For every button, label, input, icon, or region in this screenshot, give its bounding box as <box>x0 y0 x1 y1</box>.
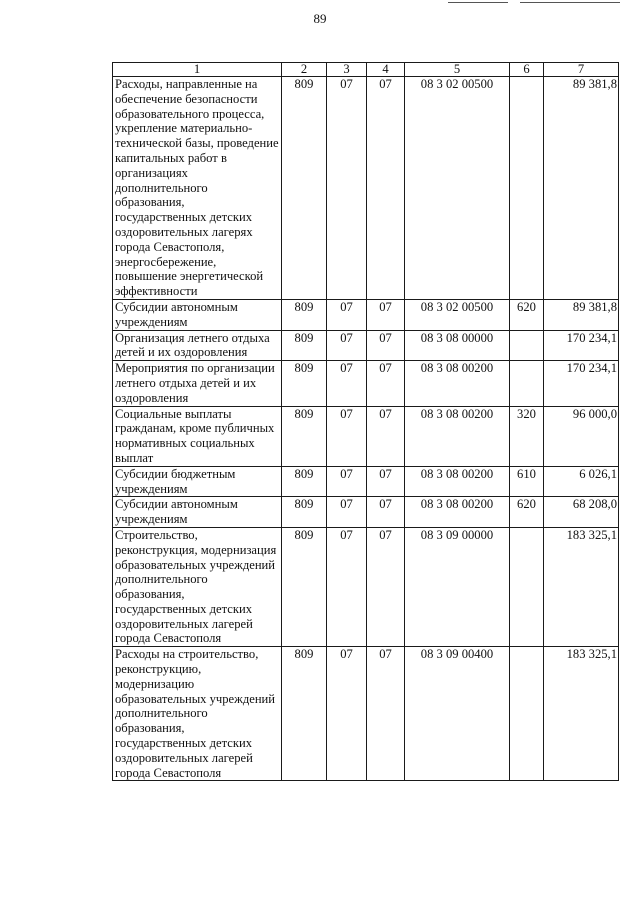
row-subsection-code: 07 <box>367 361 405 406</box>
row-target-code: 08 3 02 00500 <box>405 299 510 330</box>
row-section-code: 07 <box>327 527 367 646</box>
row-name: Мероприятия по организации летнего отдыха детей и их оздоровления <box>113 361 282 406</box>
row-target-code: 08 3 08 00200 <box>405 406 510 466</box>
row-subsection-code: 07 <box>367 330 405 361</box>
row-expense-type <box>510 361 544 406</box>
header-col-7: 7 <box>544 63 619 77</box>
row-ministry-code: 809 <box>282 361 327 406</box>
row-section-code: 07 <box>327 466 367 497</box>
row-ministry-code: 809 <box>282 647 327 781</box>
row-amount: 170 234,1 <box>544 361 619 406</box>
row-expense-type: 620 <box>510 299 544 330</box>
row-ministry-code: 809 <box>282 77 327 300</box>
row-section-code: 07 <box>327 77 367 300</box>
row-amount: 170 234,1 <box>544 330 619 361</box>
table-row <box>113 647 619 781</box>
row-subsection-code: 07 <box>367 299 405 330</box>
header-col-1: 1 <box>113 63 282 77</box>
row-ministry-code: 809 <box>282 299 327 330</box>
row-subsection-code: 07 <box>367 466 405 497</box>
table-row <box>113 497 619 528</box>
row-subsection-code: 07 <box>367 77 405 300</box>
row-ministry-code: 809 <box>282 497 327 528</box>
page-number: 89 <box>313 11 327 26</box>
row-expense-type <box>510 527 544 646</box>
row-amount: 89 381,8 <box>544 77 619 300</box>
header-col-5: 5 <box>405 63 510 77</box>
header-col-2: 2 <box>282 63 327 77</box>
row-expense-type: 610 <box>510 466 544 497</box>
table-row <box>113 330 619 361</box>
row-name: Субсидии автономным учреждениям <box>113 497 282 528</box>
row-target-code: 08 3 02 00500 <box>405 77 510 300</box>
row-ministry-code: 809 <box>282 406 327 466</box>
row-section-code: 07 <box>327 647 367 781</box>
row-section-code: 07 <box>327 299 367 330</box>
row-target-code: 08 3 09 00400 <box>405 647 510 781</box>
table-row <box>113 77 619 300</box>
row-target-code: 08 3 08 00200 <box>405 466 510 497</box>
row-target-code: 08 3 08 00200 <box>405 497 510 528</box>
row-amount: 183 325,1 <box>544 527 619 646</box>
table-row <box>113 527 619 646</box>
row-section-code: 07 <box>327 406 367 466</box>
row-target-code: 08 3 08 00200 <box>405 361 510 406</box>
header-col-6: 6 <box>510 63 544 77</box>
table-row <box>113 406 619 466</box>
row-expense-type: 620 <box>510 497 544 528</box>
row-name: Расходы, направленные на обеспечение безопасности образовательного процесса, укрепление материально-технической базы, проведение капитальных работ в организациях дополнительного образования, государственных детских оздоровительных лагерях города Севастополя, энергосбережение, повышение энергетической эффективности <box>113 77 282 300</box>
row-name: Субсидии автономным учреждениям <box>113 299 282 330</box>
row-subsection-code: 07 <box>367 406 405 466</box>
header-col-3: 3 <box>327 63 367 77</box>
scan-artifact <box>520 2 620 3</box>
row-name: Социальные выплаты гражданам, кроме публичных нормативных социальных выплат <box>113 406 282 466</box>
table-row <box>113 361 619 406</box>
row-expense-type: 320 <box>510 406 544 466</box>
header-row <box>113 63 619 77</box>
row-ministry-code: 809 <box>282 527 327 646</box>
row-subsection-code: 07 <box>367 497 405 528</box>
scan-artifact <box>448 2 508 3</box>
row-name: Расходы на строительство, реконструкцию, модернизацию образовательных учреждений дополнительного образования, государственных детских оздоровительных лагерей города Севастополя <box>113 647 282 781</box>
row-expense-type <box>510 77 544 300</box>
row-section-code: 07 <box>327 497 367 528</box>
row-section-code: 07 <box>327 361 367 406</box>
table-row <box>113 466 619 497</box>
table-row <box>113 299 619 330</box>
budget-table <box>112 62 619 781</box>
row-name: Организация летнего отдыха детей и их оздоровления <box>113 330 282 361</box>
row-amount: 183 325,1 <box>544 647 619 781</box>
row-name: Строительство, реконструкция, модернизация образовательных учреждений дополнительного образования, государственных детских оздоровительных лагерей города Севастополя <box>113 527 282 646</box>
row-expense-type <box>510 330 544 361</box>
row-ministry-code: 809 <box>282 330 327 361</box>
row-name: Субсидии бюджетным учреждениям <box>113 466 282 497</box>
row-target-code: 08 3 08 00000 <box>405 330 510 361</box>
row-section-code: 07 <box>327 330 367 361</box>
row-ministry-code: 809 <box>282 466 327 497</box>
row-amount: 68 208,0 <box>544 497 619 528</box>
row-target-code: 08 3 09 00000 <box>405 527 510 646</box>
row-amount: 6 026,1 <box>544 466 619 497</box>
row-subsection-code: 07 <box>367 647 405 781</box>
row-subsection-code: 07 <box>367 527 405 646</box>
row-amount: 89 381,8 <box>544 299 619 330</box>
header-col-4: 4 <box>367 63 405 77</box>
row-expense-type <box>510 647 544 781</box>
row-amount: 96 000,0 <box>544 406 619 466</box>
